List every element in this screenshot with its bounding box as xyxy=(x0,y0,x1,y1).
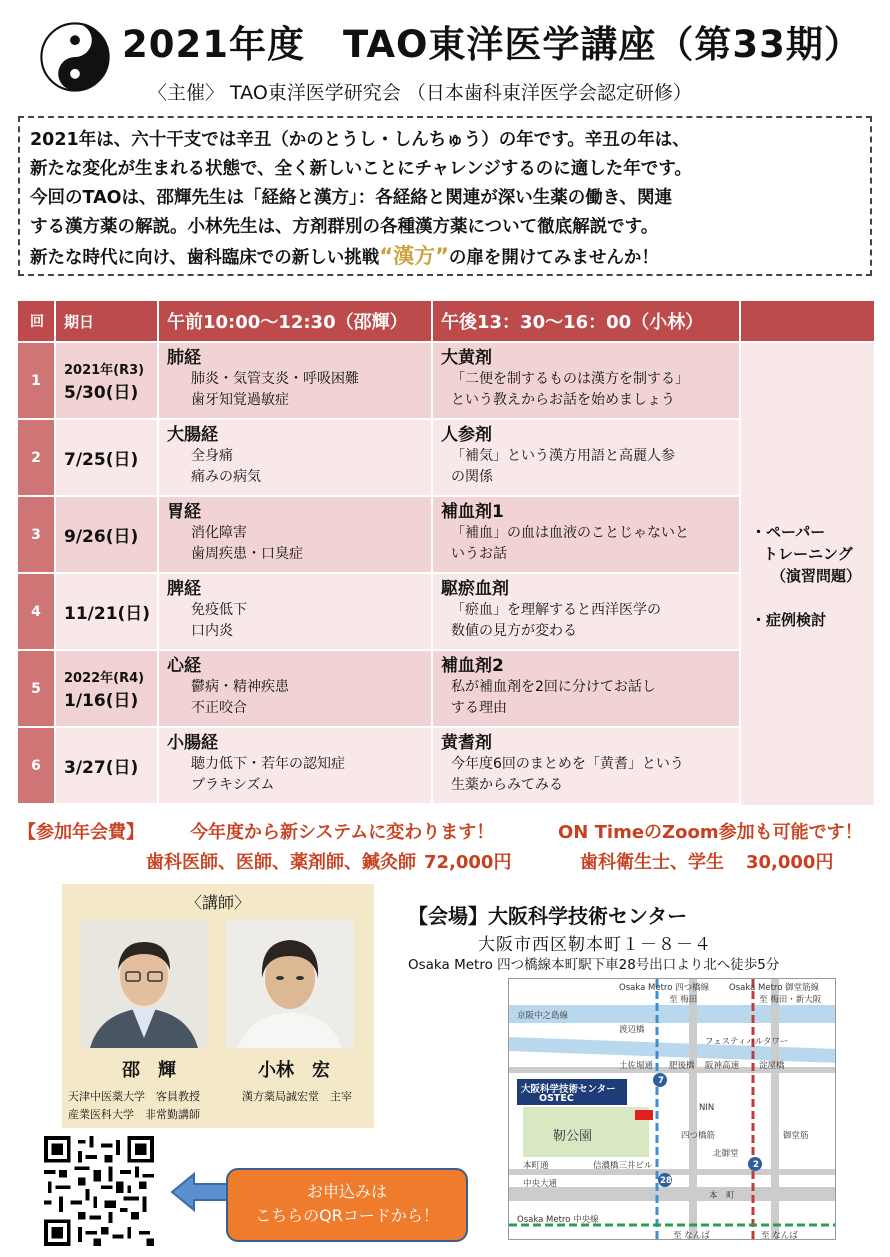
pm-topic xyxy=(433,343,741,418)
session-number: 6 xyxy=(18,728,56,803)
session-number: 2 xyxy=(18,420,56,495)
session-date xyxy=(56,420,159,495)
am-detail: 聴力低下・若年の認知症 xyxy=(191,756,345,772)
am-title: 胃経 xyxy=(167,502,201,522)
map-shinano-building: 信濃橋三井ビル xyxy=(593,1161,653,1171)
practice-item-paper: ・ペーパー xyxy=(751,523,826,541)
fee-group-1: 歯科医師、医師、薬剤師、鍼灸師 xyxy=(146,852,416,873)
fee-notice: 今年度から新システムに変わります！ xyxy=(190,822,495,843)
session-day: 3/27(日) xyxy=(64,758,139,778)
map-park: 靭公園 xyxy=(553,1129,593,1144)
yin-yang-logo-icon xyxy=(40,22,110,92)
pm-detail: 「二便を制するものは漢方を制する」 xyxy=(451,371,689,387)
venue-map xyxy=(508,978,836,1240)
am-detail: 消化障害 xyxy=(191,525,247,541)
pm-topic xyxy=(433,728,741,803)
intro-line: 新たな変化が生まれる状態で、全く新しいことにチャレンジするのに適した年です。 xyxy=(30,159,692,179)
schedule-body xyxy=(18,343,874,803)
lecturer-photo-kobayashi xyxy=(226,920,354,1048)
am-title: 小腸経 xyxy=(167,733,218,753)
pm-title: 大黄剤 xyxy=(441,348,492,368)
fee-price-1: 72,000円 xyxy=(424,852,512,873)
map-line-yotsubashi: Osaka Metro 四つ橋線 xyxy=(619,983,710,993)
am-title: 肺経 xyxy=(167,348,201,368)
arrow-left-icon xyxy=(170,1170,230,1214)
apply-via-qr-button[interactable] xyxy=(226,1168,468,1242)
map-higobashi: 肥後橋 xyxy=(669,1061,695,1071)
lecturer-name-shao: 邵 輝 xyxy=(122,1060,176,1081)
session-date xyxy=(56,651,159,726)
am-topic xyxy=(159,420,433,495)
map-kitamido: 北御堂 xyxy=(713,1149,739,1159)
map-to-namba: 至 なんば xyxy=(673,1231,710,1240)
pm-detail: 「瘀血」を理解すると西洋医学の xyxy=(451,602,661,618)
session-day: 7/25(日) xyxy=(64,450,139,470)
pm-topic xyxy=(433,651,741,726)
lecturers-title: 〈講師〉 xyxy=(185,893,250,912)
pm-title: 人参剤 xyxy=(441,425,492,445)
lecturers-panel xyxy=(62,884,374,1128)
session-day: 5/30(日) xyxy=(64,382,139,403)
map-exit-28: 28 xyxy=(660,1176,672,1186)
cta-line-2: こちらのQRコードから！ xyxy=(255,1206,439,1225)
intro-line5-post: の扉を開けてみませんか！ xyxy=(448,248,659,268)
session-day: 1/16(日) xyxy=(64,690,139,711)
venue-title: 【会場】大阪科学技術センター xyxy=(408,904,688,928)
pm-detail: 「補血」の血は血液のことじゃないと xyxy=(451,525,689,541)
pm-detail: 私が補血剤を2回に分けてお話し xyxy=(451,679,656,695)
session-number: 1 xyxy=(18,343,56,418)
am-title: 心経 xyxy=(167,656,201,676)
am-detail: 鬱病・精神疾患 xyxy=(191,679,289,695)
organizer-subtitle: 〈主催〉 TAO東洋医学研究会 （日本歯科東洋医学会認定研修） xyxy=(148,82,692,104)
venue-address: 大阪市西区靭本町１－８－４ xyxy=(478,935,712,955)
map-keihan-line: 京阪中之島線 xyxy=(517,1011,569,1021)
intro-line xyxy=(30,242,860,273)
map-nin: NIN xyxy=(699,1103,715,1113)
intro-kanpo-emphasis: “漢方” xyxy=(379,244,449,268)
session-date xyxy=(56,574,159,649)
map-chuo-odori: 中央大通 xyxy=(523,1179,558,1189)
map-to-umeda: 至 梅田 xyxy=(669,995,698,1005)
lecturer-affiliation: 天津中医薬大学 客員教授 xyxy=(68,1090,200,1103)
intro-line: 2021年は、六十干支では辛丑（かのとうし・しんちゅう）の年です。辛丑の年は、 xyxy=(30,130,690,150)
pm-title: 補血剤1 xyxy=(441,502,504,522)
practice-item-exercise: （演習問題） xyxy=(771,567,862,585)
am-title: 脾経 xyxy=(167,579,201,599)
am-detail: 免疫低下 xyxy=(191,602,247,618)
fee-zoom: ON TimeのZoom参加も可能です！ xyxy=(558,822,863,843)
venue-access: Osaka Metro 四つ橋線本町駅下車28号出口より北へ徒歩5分 xyxy=(408,957,780,973)
pm-title: 黄耆剤 xyxy=(441,733,492,753)
am-detail: 痛みの病気 xyxy=(191,469,261,485)
am-topic xyxy=(159,497,433,572)
pm-topic xyxy=(433,497,741,572)
map-to-umeda-2: 至 梅田・新大阪 xyxy=(759,995,822,1005)
am-topic xyxy=(159,574,433,649)
practice-column xyxy=(741,343,874,805)
cta-line-1: お申込みは xyxy=(306,1182,387,1201)
map-line-midosuji: Osaka Metro 御堂筋線 xyxy=(729,983,820,993)
map-hanshin-expressway: 阪神高速 xyxy=(705,1061,740,1071)
pm-title: 駆瘀血剤 xyxy=(441,579,509,599)
pm-topic xyxy=(433,574,741,649)
header-extra xyxy=(741,301,874,341)
map-festival-tower: フェスティバルタワー xyxy=(705,1037,789,1047)
schedule-table xyxy=(18,301,874,805)
map-to-namba-2: 至 なんば xyxy=(761,1231,798,1240)
am-detail: 口内炎 xyxy=(191,623,233,639)
session-number: 5 xyxy=(18,651,56,726)
am-topic xyxy=(159,651,433,726)
map-chuo-line: Osaka Metro 中央線 xyxy=(517,1215,599,1225)
map-watanabe-bridge: 渡辺橋 xyxy=(619,1025,645,1035)
header-date: 期日 xyxy=(56,301,159,341)
session-number: 4 xyxy=(18,574,56,649)
intro-line: する漢方薬の解説。小林先生は、方剤群別の各種漢方薬について徹底解説です。 xyxy=(30,217,659,237)
lecturer-affiliation: 産業医科大学 非常勤講師 xyxy=(68,1108,200,1121)
session-year: 2022年(R4) xyxy=(64,670,145,686)
map-exit-7: 7 xyxy=(658,1076,664,1086)
session-year: 2021年(R3) xyxy=(64,362,145,378)
pm-detail: 今年度6回のまとめを「黄耆」という xyxy=(451,756,684,772)
session-date xyxy=(56,343,159,418)
map-tosabori: 土佐堀通 xyxy=(619,1061,654,1071)
practice-item-training: トレーニング xyxy=(763,545,853,563)
am-detail: 全身痛 xyxy=(191,448,233,464)
lecturer-affiliation: 漢方薬局誠宏堂 主宰 xyxy=(242,1090,352,1103)
pm-detail: 数値の見方が変わる xyxy=(451,623,577,639)
pm-detail: する理由 xyxy=(451,700,507,716)
session-date xyxy=(56,728,159,803)
map-honmachi: 本 町 xyxy=(709,1191,735,1201)
am-title: 大腸経 xyxy=(167,425,218,445)
pm-detail: 生薬からみてみる xyxy=(451,777,563,793)
lecturer-photo-shao xyxy=(80,920,208,1048)
map-center-label: 大阪科学技術センター xyxy=(521,1084,616,1095)
pm-detail: という教えからお話を始めましょう xyxy=(451,392,675,408)
fee-label: 【参加年会費】 xyxy=(18,822,144,843)
pm-detail: いうお話 xyxy=(451,546,507,562)
page-title: 2021年度 TAO東洋医学講座（第33期） xyxy=(122,23,862,66)
header-am: 午前10:00～12:30（邵輝） xyxy=(159,301,433,341)
intro-line: 今回のTAOは、邵輝先生は「経絡と漢方」：各経絡と関連が深い生薬の働き、関連 xyxy=(30,188,673,208)
practice-item-case: ・症例検討 xyxy=(751,611,827,629)
intro-box xyxy=(18,116,872,276)
session-number: 3 xyxy=(18,497,56,572)
header-no: 回 xyxy=(18,301,56,341)
fee-price-2: 30,000円 xyxy=(746,852,834,873)
header-pm: 午後13：30～16：00（小林） xyxy=(433,301,741,341)
map-yotsubashi-suji: 四つ橋筋 xyxy=(681,1131,716,1141)
session-day: 9/26(日) xyxy=(64,527,139,547)
map-yodoyabashi: 淀屋橋 xyxy=(759,1061,785,1071)
map-midosuji-street: 御堂筋 xyxy=(783,1131,809,1141)
am-detail: 歯周疾患・口臭症 xyxy=(191,546,303,562)
am-detail: 不正咬合 xyxy=(191,700,247,716)
pm-topic xyxy=(433,420,741,495)
lecturer-name-kobayashi: 小林 宏 xyxy=(258,1060,330,1081)
schedule-header-row xyxy=(18,301,874,341)
qr-code-icon[interactable] xyxy=(44,1136,154,1246)
fee-group-2: 歯科衛生士、学生 xyxy=(580,852,724,873)
map-honmachi-dori: 本町通 xyxy=(523,1161,549,1171)
session-date xyxy=(56,497,159,572)
pm-detail: 「補気」という漢方用語と高麗人参 xyxy=(451,448,675,464)
am-detail: ブラキシズム xyxy=(191,777,275,793)
am-detail: 肺炎・気管支炎・呼吸困難 xyxy=(191,371,359,387)
intro-line5-pre: 新たな時代に向け、歯科臨床での新しい挑戦 xyxy=(30,248,380,268)
am-topic xyxy=(159,343,433,418)
am-detail: 歯牙知覚過敏症 xyxy=(191,392,289,408)
session-day: 11/21(日) xyxy=(64,604,151,624)
pm-title: 補血剤2 xyxy=(441,656,504,676)
map-ostec-label: OSTEC xyxy=(539,1093,574,1104)
pm-detail: の関係 xyxy=(451,469,493,485)
map-exit-2: 2 xyxy=(753,1160,759,1170)
am-topic xyxy=(159,728,433,803)
